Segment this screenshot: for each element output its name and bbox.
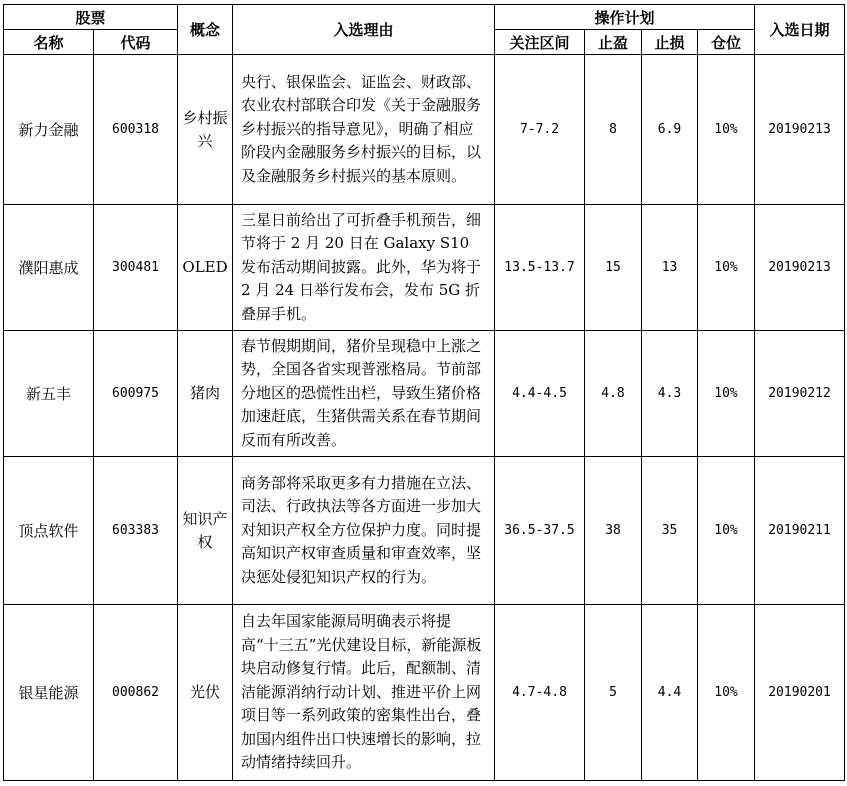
watch-range: 4.7-4.8 [495,605,585,781]
stock-code: 600318 [94,55,178,205]
stock-code: 300481 [94,205,178,331]
stop-loss: 4.4 [642,605,698,781]
table-row [4,205,845,331]
selection-reason: 自去年国家能源局明确表示将提高“十三五”光伏建设目标，新能源板块启动修复行情。此后，配额制、清洁能源消纳行动计划、推进平价上网项目等一系列政策的密集性出台，叠加国内组件出口快速增长的影响，拉动情绪持续回升。 [233,605,495,781]
stock-name: 新五丰 [4,331,94,457]
stock-concept: 乡村振兴 [178,55,233,205]
stock-concept: 知识产权 [178,457,233,605]
stock-concept: OLED [178,205,233,331]
stock-pick-table [3,4,845,781]
stock-code: 603383 [94,457,178,605]
take-profit: 8 [585,55,642,205]
stock-concept: 猪肉 [178,331,233,457]
take-profit-header: 止盈 [585,30,642,55]
watch-range: 7-7.2 [495,55,585,205]
plan-group-header: 操作计划 [495,5,755,30]
take-profit: 15 [585,205,642,331]
stock-name: 新力金融 [4,55,94,205]
selection-reason: 央行、银保监会、证监会、财政部、农业农村部联合印发《关于金融服务乡村振兴的指导意见》，明确了相应阶段内金融服务乡村振兴的目标，以及金融服务乡村振兴的基本原则。 [233,55,495,205]
table-row [4,331,845,457]
watch-range: 4.4-4.5 [495,331,585,457]
selection-date: 20190213 [755,205,845,331]
position: 10% [698,205,755,331]
selection-date: 20190201 [755,605,845,781]
position: 10% [698,605,755,781]
take-profit: 38 [585,457,642,605]
position: 10% [698,55,755,205]
selection-date: 20190212 [755,331,845,457]
stop-loss: 13 [642,205,698,331]
name-header: 名称 [4,30,94,55]
watch-range: 36.5-37.5 [495,457,585,605]
take-profit: 4.8 [585,331,642,457]
range-header: 关注区间 [495,30,585,55]
table-row [4,605,845,781]
stock-name: 顶点软件 [4,457,94,605]
stock-code: 000862 [94,605,178,781]
stop-loss: 4.3 [642,331,698,457]
take-profit: 5 [585,605,642,781]
selection-reason: 商务部将采取更多有力措施在立法、司法、行政执法等各方面进一步加大对知识产权全方位保护力度。同时提高知识产权审查质量和审查效率，坚决惩处侵犯知识产权的行为。 [233,457,495,605]
table-row [4,457,845,605]
stock-code: 600975 [94,331,178,457]
stop-loss-header: 止损 [642,30,698,55]
selection-reason: 三星日前给出了可折叠手机预告，细节将于 2 月 20 日在 Galaxy S10 发布活动期间披露。此外，华为将于 2 月 24 日举行发布会，发布 5G 折叠屏手机。 [233,205,495,331]
stop-loss: 35 [642,457,698,605]
position: 10% [698,457,755,605]
table-row [4,55,845,205]
stock-name: 银星能源 [4,605,94,781]
table-header [4,5,845,55]
selection-date: 20190211 [755,457,845,605]
stock-group-header: 股票 [4,5,178,30]
stock-name: 濮阳惠成 [4,205,94,331]
selection-date: 20190213 [755,55,845,205]
reason-header: 入选理由 [233,5,495,55]
watch-range: 13.5-13.7 [495,205,585,331]
table-body [4,55,845,781]
concept-header: 概念 [178,5,233,55]
selection-reason: 春节假期期间，猪价呈现稳中上涨之势，全国各省实现普涨格局。节前部分地区的恐慌性出栏，导致生猪价格加速赶底，生猪供需关系在春节期间反而有所改善。 [233,331,495,457]
position: 10% [698,331,755,457]
position-header: 仓位 [698,30,755,55]
stop-loss: 6.9 [642,55,698,205]
date-header: 入选日期 [755,5,845,55]
stock-concept: 光伏 [178,605,233,781]
code-header: 代码 [94,30,178,55]
